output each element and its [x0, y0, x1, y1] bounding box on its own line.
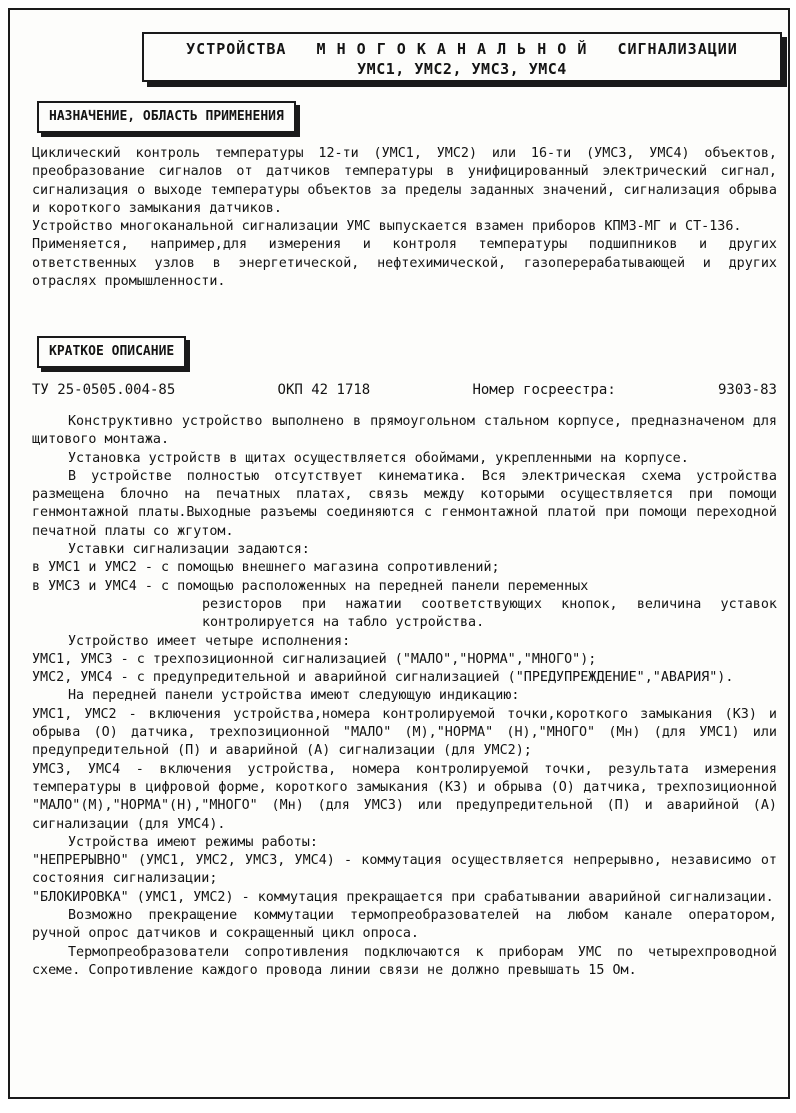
page-title: УСТРОЙСТВА М Н О Г О К А Н А Л Ь Н О Й СИГНАЛИЗАЦИИ	[186, 40, 738, 58]
paragraph: УМС3, УМС4 - включения устройства, номера контролируемой точки, результата измерения температуры в цифровой форме, короткого замыкания (КЗ) и обрыва (О) датчика, трехпозиционной "МАЛО"(М),"НОРМА"(Н),"МНОГО" (Мн) (для УМС3) или предупредительной (П) и аварийной (А) сигнализации (для УМС4).	[32, 761, 777, 832]
paragraph: УМС2, УМС4 - с предупредительной и аварийной сигнализацией ("ПРЕДУПРЕЖДЕНИЕ","АВАРИЯ").	[32, 670, 734, 686]
paragraph: Устройства имеют режимы работы:	[68, 834, 318, 850]
okp-code: ОКП 42 1718	[277, 382, 371, 398]
page-subtitle: УМС1, УМС2, УМС3, УМС4	[357, 60, 567, 78]
title-box	[142, 32, 782, 82]
paragraph: Установка устройств в щитах осуществляется обоймами, укрепленными на корпусе.	[68, 450, 689, 466]
paragraph: Устройство многоканальной сигнализации УМС выпускается взамен приборов КПМЗ-МГ и СТ-136.	[32, 219, 742, 235]
paragraph: Уставки сигнализации задаются:	[68, 542, 310, 558]
registry-label: Номер госреестра:	[472, 382, 616, 398]
registry-row	[32, 381, 777, 399]
section-description-body	[32, 413, 777, 980]
paragraph: Конструктивно устройство выполнено в прямоугольном стальном корпусе, предназначеном для щитового монтажа.	[32, 414, 777, 448]
paragraph: Устройство имеет четыре исполнения:	[68, 633, 351, 649]
paragraph: "НЕПРЕРЫВНО" (УМС1, УМС2, УМС3, УМС4) - коммутация осуществляется непрерывно, независимо от состояния сигнализации;	[32, 853, 777, 887]
section-heading-description: КРАТКОЕ ОПИСАНИЕ	[37, 336, 186, 368]
paragraph: Циклический контроль температуры 12-ти (УМС1, УМС2) или 16-ти (УМС3, УМС4) объектов, преобразование сигналов от датчиков температуры в унифицированный электрический сигнал, сигнализация о выходе температуры объектов за пределы заданных значений, сигнализация обрыва и короткого замыкания датчиков.	[32, 146, 777, 216]
section-heading-purpose: НАЗНАЧЕНИЕ, ОБЛАСТЬ ПРИМЕНЕНИЯ	[37, 101, 296, 133]
paragraph: УМС1, УМС2 - включения устройства,номера контролируемой точки,короткого замыкания (КЗ) и обрыва (О) датчика, трехпозиционной "МАЛО" (М),"НОРМА" (Н),"МНОГО" (Мн) (для УМС1) или предупредительной (П) и аварийной (А) сигнализации (для УМС2);	[32, 706, 777, 759]
registry-number: 9303-83	[717, 382, 777, 398]
paragraph: "БЛОКИРОВКА" (УМС1, УМС2) - коммутация прекращается при срабатывании аварийной сигнализации.	[32, 889, 774, 905]
paragraph: резисторов при нажатии соответствующих кнопок, величина уставок контролируется на табло устройства.	[202, 596, 777, 631]
document-page	[8, 8, 790, 1099]
tu-code: ТУ 25-0505.004-85	[32, 382, 176, 398]
paragraph: Возможно прекращение коммутации термопреобразователей на любом канале оператором, ручной опрос датчиков и сокращенный цикл опроса.	[32, 908, 777, 942]
paragraph: в УМС3 и УМС4 - с помощью расположенных на передней панели переменных	[32, 578, 589, 594]
paragraph: УМС1, УМС3 - с трехпозиционной сигнализацией ("МАЛО","НОРМА","МНОГО");	[32, 651, 597, 667]
paragraph: На передней панели устройства имеют следующую индикацию:	[68, 688, 520, 704]
section-purpose-body	[32, 145, 777, 291]
paragraph: Термопреобразователи сопротивления подключаются к приборам УМС по четырехпроводной схеме. Сопротивление каждого провода линии связи не должно превышать 15 Ом.	[32, 944, 777, 978]
paragraph: в УМС1 и УМС2 - с помощью внешнего магазина сопротивлений;	[32, 560, 500, 576]
paragraph: В устройстве полностью отсутствует кинематика. Вся электрическая схема устройства размещена блочно на печатных платах, связь между которыми осуществляется при помощи генмонтажной платы.Выходные разъемы соединяются с генмонтажной платой при помощи переходной печатной платы со жгутом.	[32, 468, 777, 539]
paragraph: Применяется, например,для измерения и контроля температуры подшипников и других ответственных узлов в энергетической, нефтехимической, газоперерабатывающей и других отраслях промышленности.	[32, 237, 777, 290]
